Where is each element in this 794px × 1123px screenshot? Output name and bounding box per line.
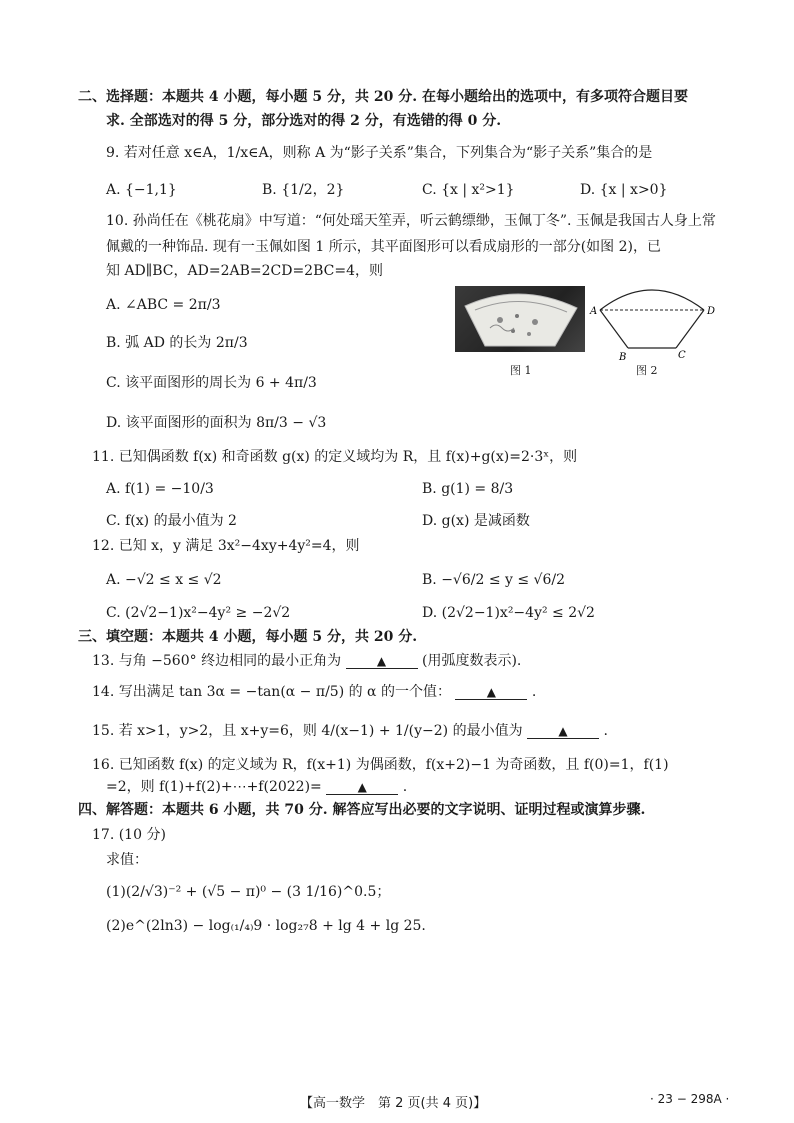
q16-prompt: =2，则 f(1)+f(2)+⋯+f(2022)=	[106, 779, 322, 795]
figure-2-diagram	[588, 276, 718, 366]
page-footer: 【高一数学 第 2 页(共 4 页)】	[300, 1096, 487, 1111]
q12-option-c: C. (2√2−1)x²−4y² ≥ −2√2	[106, 605, 291, 621]
q15-prompt: 15. 若 x>1，y>2，且 x+y=6，则 4/(x−1) + 1/(y−2) 的最小值为	[92, 723, 523, 739]
q12-option-b: B. −√6/2 ≤ y ≤ √6/2	[422, 572, 565, 588]
q16-suffix: .	[402, 779, 408, 795]
q16-line2	[106, 778, 407, 796]
q15-answer-blank[interactable]: ▲	[527, 724, 599, 739]
q9-option-d: D. {x | x>0}	[580, 182, 668, 198]
q11-stem: 11. 已知偶函数 f(x) 和奇函数 g(x) 的定义域均为 R，且 f(x)+g(x)=2·3ˣ，则	[92, 449, 578, 465]
q16-line1: 16. 已知函数 f(x) 的定义域为 R，f(x+1) 为偶函数，f(x+2)−1 为奇函数，且 f(0)=1，f(1)	[92, 757, 669, 773]
paper-code: · 23 − 298A ·	[650, 1092, 730, 1106]
section-choice-heading: 二、选择题：本题共 4 小题，每小题 5 分，共 20 分. 在每小题给出的选项中，有多项符合题目要	[78, 89, 688, 105]
q14-suffix: .	[531, 684, 537, 700]
figure-1-caption: 图 1	[510, 364, 532, 377]
q13-line	[92, 652, 521, 670]
q14-prompt: 14. 写出满足 tan 3α = −tan(α − π/5) 的 α 的一个值：	[92, 684, 451, 700]
q10-option-a: A. ∠ABC = 2π/3	[106, 297, 221, 313]
q9-stem: 9. 若对任意 x∈A，1/x∈A，则称 A 为“影子关系”集合，下列集合为“影子关系”集合的是	[106, 145, 653, 161]
point-d-label: D	[707, 306, 716, 317]
q17-heading: 17. (10 分)	[92, 827, 166, 843]
section-fill-heading: 三、填空题：本题共 4 小题，每小题 5 分，共 20 分.	[78, 629, 418, 645]
q10-option-b: B. 弧 AD 的长为 2π/3	[106, 335, 248, 351]
q12-stem: 12. 已知 x，y 满足 3x²−4xy+4y²=4，则	[92, 538, 360, 554]
q16-answer-blank[interactable]: ▲	[326, 780, 398, 795]
point-b-label: B	[619, 352, 627, 363]
q13-suffix: (用弧度数表示).	[421, 653, 522, 669]
q12-option-a: A. −√2 ≤ x ≤ √2	[106, 572, 222, 588]
q10-stem-line2: 佩戴的一种饰品. 现有一玉佩如图 1 所示，其平面图形可以看成扇形的一部分(如图 2)，已	[106, 239, 661, 255]
section-solve-heading: 四、解答题：本题共 6 小题，共 70 分. 解答应写出必要的文字说明、证明过程或演算步骤.	[78, 802, 646, 818]
jade-pendant-image	[455, 286, 585, 352]
q10-option-d: D. 该平面图形的面积为 8π/3 − √3	[106, 415, 327, 431]
q9-option-c: C. {x | x²>1}	[422, 182, 515, 198]
q11-option-d: D. g(x) 是减函数	[422, 513, 530, 529]
q11-option-c: C. f(x) 的最小值为 2	[106, 513, 237, 529]
q11-option-a: A. f(1) = −10/3	[106, 481, 214, 497]
q15-suffix: .	[603, 723, 608, 739]
q14-line	[92, 683, 536, 701]
q10-stem-line1: 10. 孙尚任在《桃花扇》中写道：“何处瑶天笙弄，听云鹤缥缈，玉佩丁冬”. 玉佩是我国古人身上常	[106, 213, 716, 229]
q17-part1: (1)(2/√3)⁻² + (√5 − π)⁰ − (3 1/16)^0.5；	[106, 884, 391, 900]
q17-part2: (2)e^(2ln3) − log₍₁/₄₎9 · log₂₇8 + lg 4 + lg 25.	[106, 918, 426, 934]
q17-ask: 求值：	[106, 852, 148, 868]
q12-option-d: D. (2√2−1)x²−4y² ≤ 2√2	[422, 605, 595, 621]
q11-option-b: B. g(1) = 8/3	[422, 481, 514, 497]
q9-option-a: A. {−1,1}	[106, 182, 177, 198]
figure-2-caption: 图 2	[636, 364, 658, 377]
q14-answer-blank[interactable]: ▲	[455, 685, 527, 700]
q10-option-c: C. 该平面图形的周长为 6 + 4π/3	[106, 375, 317, 391]
section-choice-heading-cont: 求. 全部选对的得 5 分，部分选对的得 2 分，有选错的得 0 分.	[106, 113, 502, 129]
q13-prompt: 13. 与角 −560° 终边相同的最小正角为	[92, 653, 342, 669]
point-c-label: C	[678, 350, 686, 361]
point-a-label: A	[590, 306, 598, 317]
q10-stem-line3: 知 AD∥BC，AD=2AB=2CD=2BC=4，则	[106, 263, 383, 279]
q9-option-b: B. {1/2，2}	[262, 182, 345, 198]
jade-pendant-photo	[455, 286, 585, 352]
q15-line	[92, 722, 608, 740]
q13-answer-blank[interactable]: ▲	[346, 654, 418, 669]
